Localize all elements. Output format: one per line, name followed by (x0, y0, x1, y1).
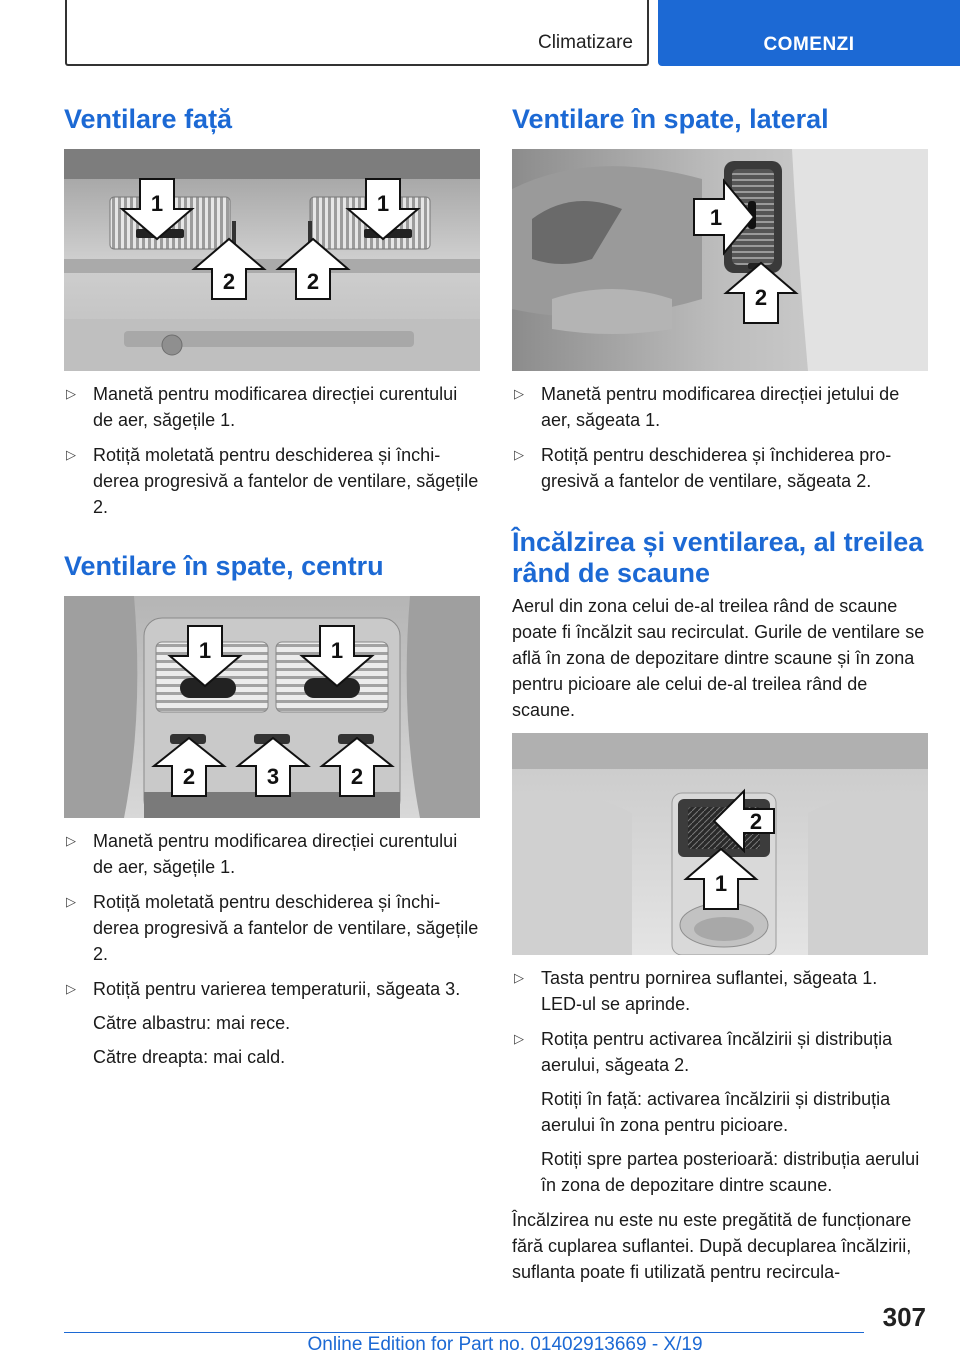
triangle-bullet-icon: ▷ (514, 1031, 524, 1046)
list-item: ▷ Manetă pentru modificarea direcției jetului de aer, săgeata 1. (512, 381, 928, 433)
list-item: ▷ Manetă pentru modificarea direcției curentului de aer, săgețile 1. (64, 381, 480, 433)
callout-1: 1 (709, 205, 723, 230)
heading-ventilare-fata: Ventilare față (64, 104, 233, 134)
list-item: ▷ Rotiță moletată pentru deschiderea și închiderea progresivă a fantelor de ventilare, săgețile 2. (64, 889, 480, 967)
callout-1: 1 (330, 638, 344, 663)
callout-1: 1 (376, 191, 390, 216)
heading-ventilare-spate-centru: Ventilare în spate, centru (64, 551, 384, 581)
heading-ventilare-spate-lateral: Ventilare în spate, lateral (512, 104, 829, 134)
triangle-bullet-icon: ▷ (66, 447, 76, 462)
figure-third-row-vent (512, 733, 928, 955)
figure-rear-center-vents (64, 596, 480, 818)
header-chapter-tab[interactable] (658, 0, 960, 66)
callout-1: 1 (714, 871, 728, 896)
callout-1: 1 (150, 191, 164, 216)
callout-2: 2 (754, 285, 768, 310)
list-item-detail: Către dreapta: mai cald. (93, 1047, 286, 1067)
list-item: ▷ Manetă pentru modificarea direcției curentului de aer, săgețile 1. (64, 828, 480, 880)
triangle-bullet-icon: ▷ (66, 833, 76, 848)
callout-2: 2 (182, 764, 196, 789)
callout-2: 2 (222, 269, 236, 294)
triangle-bullet-icon: ▷ (514, 447, 524, 462)
list-item-detail: Către albastru: mai rece. (93, 1013, 291, 1033)
header-section-box (65, 0, 649, 66)
header-chapter-title: COMENZI (763, 34, 855, 55)
callout-2: 2 (306, 269, 320, 294)
list-item: ▷ Tasta pentru pornirea suflantei, săgeata 1. LED-ul se aprinde. (512, 965, 928, 1017)
list-item-detail: Rotiți în față: activarea încălzirii și distribuția aerului în zona pentru picioare. (541, 1089, 891, 1135)
list-rear-center-vents (64, 828, 480, 1079)
list-front-vents (64, 381, 480, 529)
footer-edition-text: Online Edition for Part no. 01402913669 - X/19 (307, 1334, 703, 1355)
list-item: ▷ Rotiță pentru varierea temperaturii, săgeata 3. Către albastru: mai rece. Către dreapta: mai cald. (64, 976, 480, 1070)
callout-2: 2 (749, 809, 763, 834)
callout-1: 1 (198, 638, 212, 663)
heading-third-row: Încălzirea și ventilarea, al treilea rând de scaune (512, 527, 924, 588)
figure-rear-side-vent (512, 149, 928, 371)
list-item: ▷ Rotiță moletată pentru deschiderea și închiderea progresivă a fantelor de ventilare, săgețile 2. (64, 442, 480, 520)
header-section-title: Climatizare (537, 32, 633, 53)
list-item-detail: LED-ul se aprinde. (541, 994, 691, 1014)
triangle-bullet-icon: ▷ (514, 970, 524, 985)
page-number: 307 (882, 1302, 926, 1332)
triangle-bullet-icon: ▷ (66, 386, 76, 401)
triangle-bullet-icon: ▷ (66, 894, 76, 909)
list-rear-side-vent (512, 381, 928, 503)
triangle-bullet-icon: ▷ (514, 386, 524, 401)
list-item: ▷ Rotiță pentru deschiderea și închiderea progresivă a fantelor de ventilare, săgeata 2. (512, 442, 928, 494)
callout-2: 2 (350, 764, 364, 789)
list-item: ▷ Rotița pentru activarea încălzirii și distribuția aerului, săgeata 2. Rotiți în față: activarea încălzirii și distribuția aerului în zona pentru picioare. Rotiți spre partea posterioară: distribuția aerului în zona de depozitare dintre scaune. (512, 1026, 928, 1198)
list-item-detail: Rotiți spre partea posterioară: distribuția aerului în zona de depozitare dintre scaune. (541, 1149, 920, 1195)
third-row-intro: Aerul din zona celui de-al treilea rând de scaune poate fi încălzit sau recirculat. Gurile de ventilare se află în zona de depozitare dintre scaune și în zona pentru picioare ale celui de-al treilea rând de scaune. (512, 596, 925, 720)
callout-3: 3 (266, 764, 280, 789)
figure-front-vents (64, 149, 480, 371)
footer-divider (64, 1332, 864, 1333)
list-third-row (512, 965, 928, 1207)
triangle-bullet-icon: ▷ (66, 981, 76, 996)
third-row-outro: Încălzirea nu este nu este pregătită de funcționare fără cuplarea suflantei. După decuplarea încălzirii, suflanta poate fi utilizată pentru recircula- (512, 1210, 912, 1282)
